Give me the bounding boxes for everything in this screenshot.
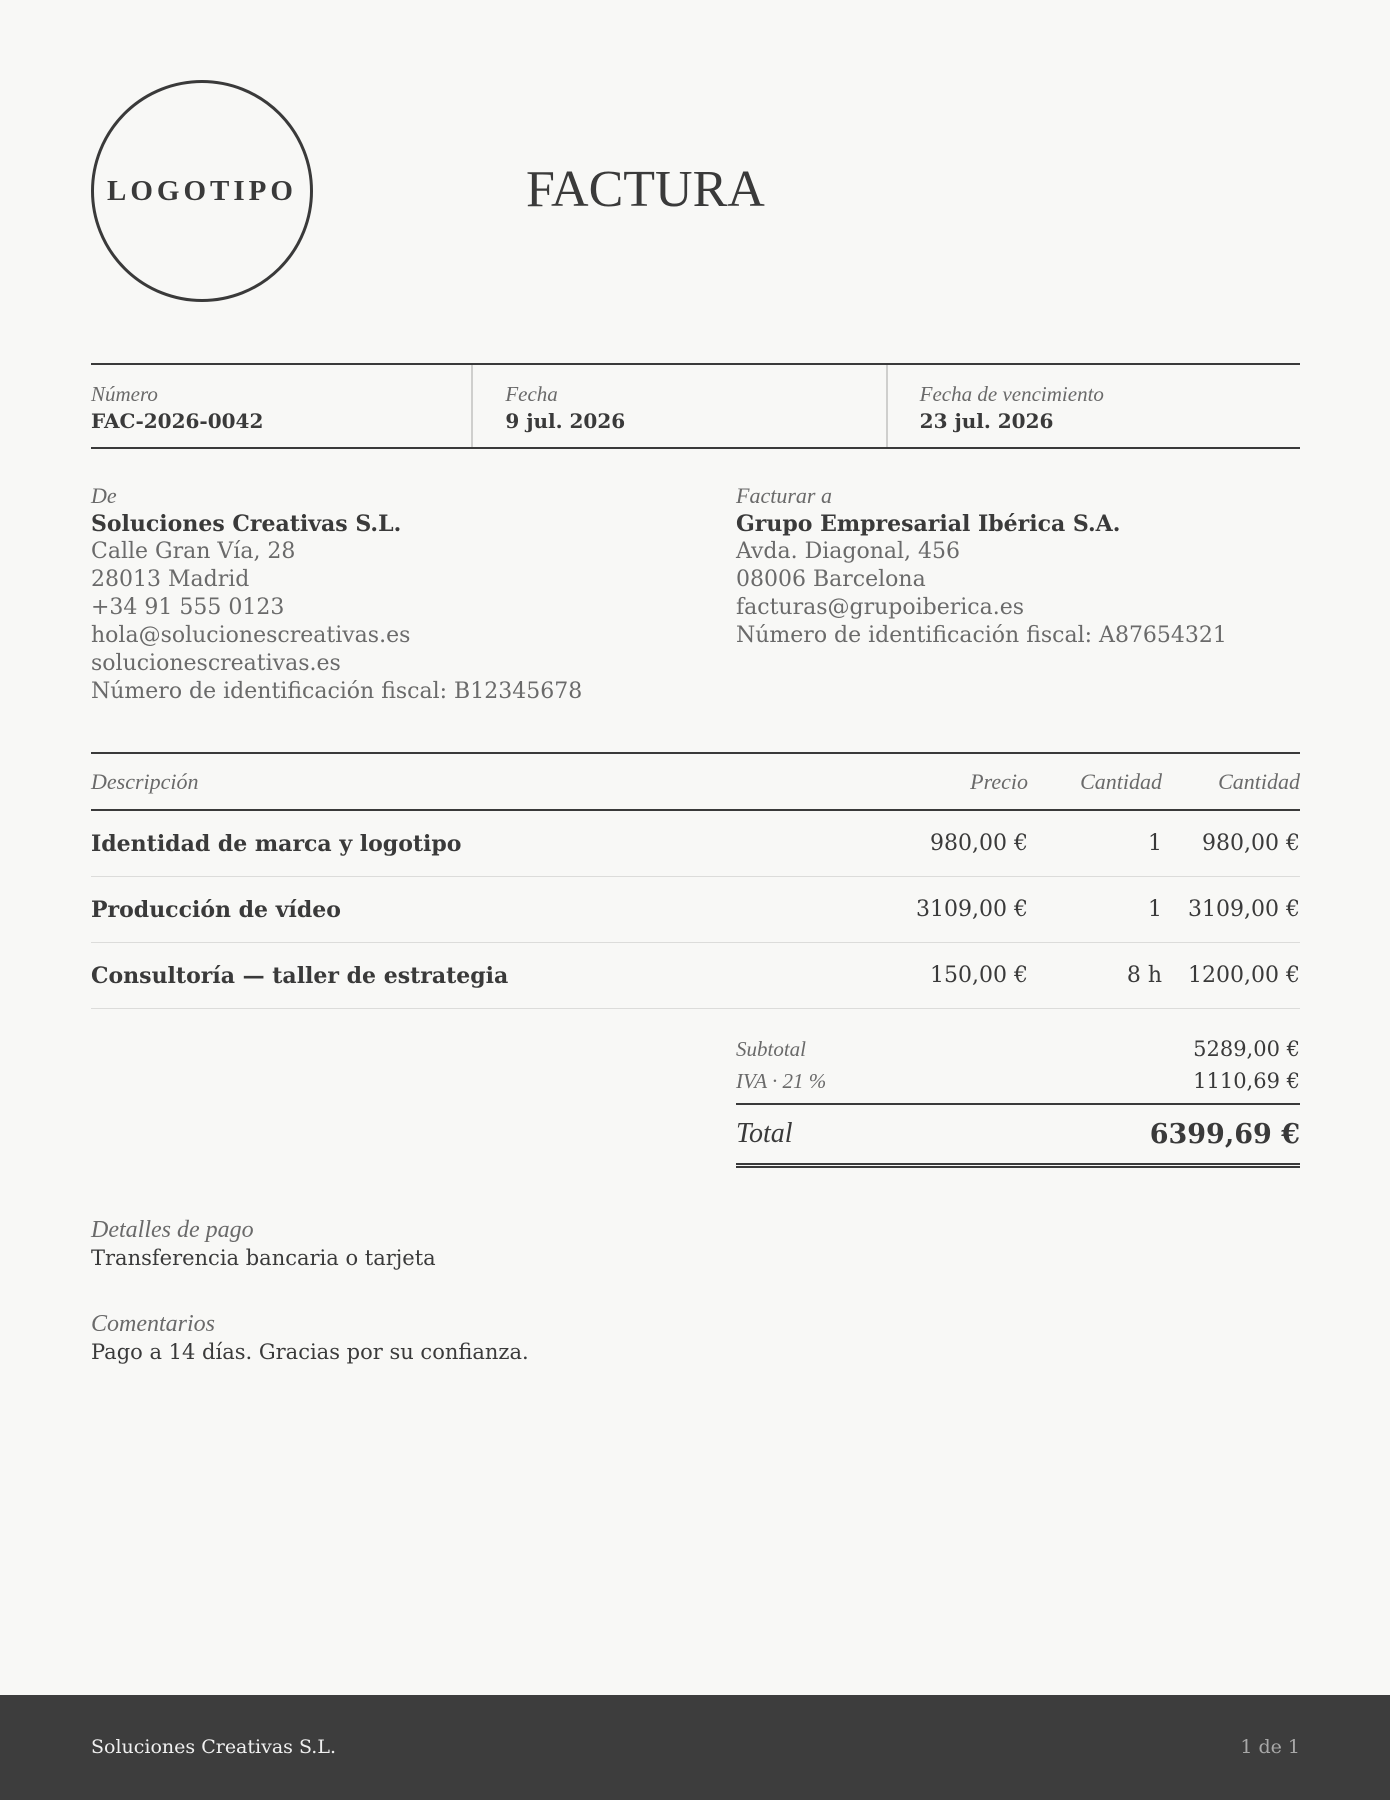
invoice-page <box>91 0 1300 1695</box>
sender-label: De <box>91 483 117 508</box>
item-quantity: 1 <box>1028 877 1162 943</box>
item-price: 3109,00 € <box>868 877 1028 943</box>
invoice-title: FACTURA <box>526 161 765 218</box>
item-description: Consultoría — taller de estrategia <box>91 943 868 1009</box>
item-price: 150,00 € <box>868 943 1028 1009</box>
col-amount: Cantidad <box>1162 753 1300 810</box>
totals-block <box>736 1033 1300 1168</box>
meta-due-date-label: Fecha de vencimiento <box>919 382 1104 406</box>
sender-email: hola@solucionescreativas.es <box>91 623 411 648</box>
sender-block <box>91 482 582 706</box>
col-quantity: Cantidad <box>1028 753 1162 810</box>
sender-website: solucionescreativas.es <box>91 651 341 676</box>
total-row <box>736 1103 1300 1168</box>
payment-text: Transferencia bancaria o tarjeta <box>91 1246 436 1270</box>
sender-name: Soluciones Creativas S.L. <box>91 511 402 537</box>
recipient-street: Avda. Diagonal, 456 <box>736 539 961 564</box>
meta-date-value: 9 jul. 2026 <box>505 409 626 433</box>
recipient-email: facturas@grupoiberica.es <box>736 595 1025 620</box>
item-price: 980,00 € <box>868 810 1028 877</box>
logo <box>91 80 313 302</box>
sender-city: 28013 Madrid <box>91 567 250 592</box>
table-header-row <box>91 753 1300 810</box>
meta-date <box>471 365 885 447</box>
total-value: 6399,69 € <box>1149 1118 1300 1150</box>
total-label: Total <box>736 1118 793 1149</box>
table-row <box>91 877 1300 943</box>
meta-number-label: Número <box>91 382 158 406</box>
sender-phone: +34 91 555 0123 <box>91 595 285 620</box>
item-amount: 1200,00 € <box>1162 943 1300 1009</box>
logo-text: LOGOTIPO <box>107 174 297 207</box>
tax-row <box>736 1065 1300 1097</box>
item-description: Identidad de marca y logotipo <box>91 810 868 877</box>
payment-details <box>91 1216 436 1272</box>
sender-tax-id: Número de identificación fiscal: B12345678 <box>91 679 583 704</box>
recipient-name: Grupo Empresarial Ibérica S.A. <box>736 511 1121 537</box>
meta-due-date <box>886 365 1300 447</box>
invoice-meta <box>91 363 1300 449</box>
table-row <box>91 943 1300 1009</box>
sender-street: Calle Gran Vía, 28 <box>91 539 296 564</box>
page-counter: 1 de 1 <box>1240 1736 1300 1758</box>
line-items-table <box>91 752 1300 1009</box>
item-quantity: 1 <box>1028 810 1162 877</box>
recipient-label: Facturar a <box>736 483 832 508</box>
recipient-tax-id: Número de identificación fiscal: A87654321 <box>736 623 1227 648</box>
tax-value: 1110,69 € <box>1193 1069 1300 1093</box>
col-description: Descripción <box>91 753 868 810</box>
comments <box>91 1310 529 1366</box>
footer-company: Soluciones Creativas S.L. <box>91 1736 336 1758</box>
item-amount: 3109,00 € <box>1162 877 1300 943</box>
recipient-block <box>736 482 1227 650</box>
meta-due-date-value: 23 jul. 2026 <box>919 409 1054 433</box>
table-row <box>91 810 1300 877</box>
item-amount: 980,00 € <box>1162 810 1300 877</box>
item-description: Producción de vídeo <box>91 877 868 943</box>
comments-text: Pago a 14 días. Gracias por su confianza. <box>91 1340 529 1364</box>
recipient-city: 08006 Barcelona <box>736 567 926 592</box>
meta-number-value: FAC-2026-0042 <box>91 409 264 433</box>
tax-label: IVA · 21 % <box>736 1069 827 1093</box>
item-quantity: 8 h <box>1028 943 1162 1009</box>
meta-number <box>91 365 471 447</box>
col-price: Precio <box>868 753 1028 810</box>
meta-date-label: Fecha <box>505 382 558 406</box>
payment-label: Detalles de pago <box>91 1217 254 1243</box>
comments-label: Comentarios <box>91 1311 216 1337</box>
page-footer <box>0 1695 1390 1800</box>
subtotal-value: 5289,00 € <box>1193 1037 1300 1061</box>
subtotal-row <box>736 1033 1300 1065</box>
subtotal-label: Subtotal <box>736 1037 807 1061</box>
